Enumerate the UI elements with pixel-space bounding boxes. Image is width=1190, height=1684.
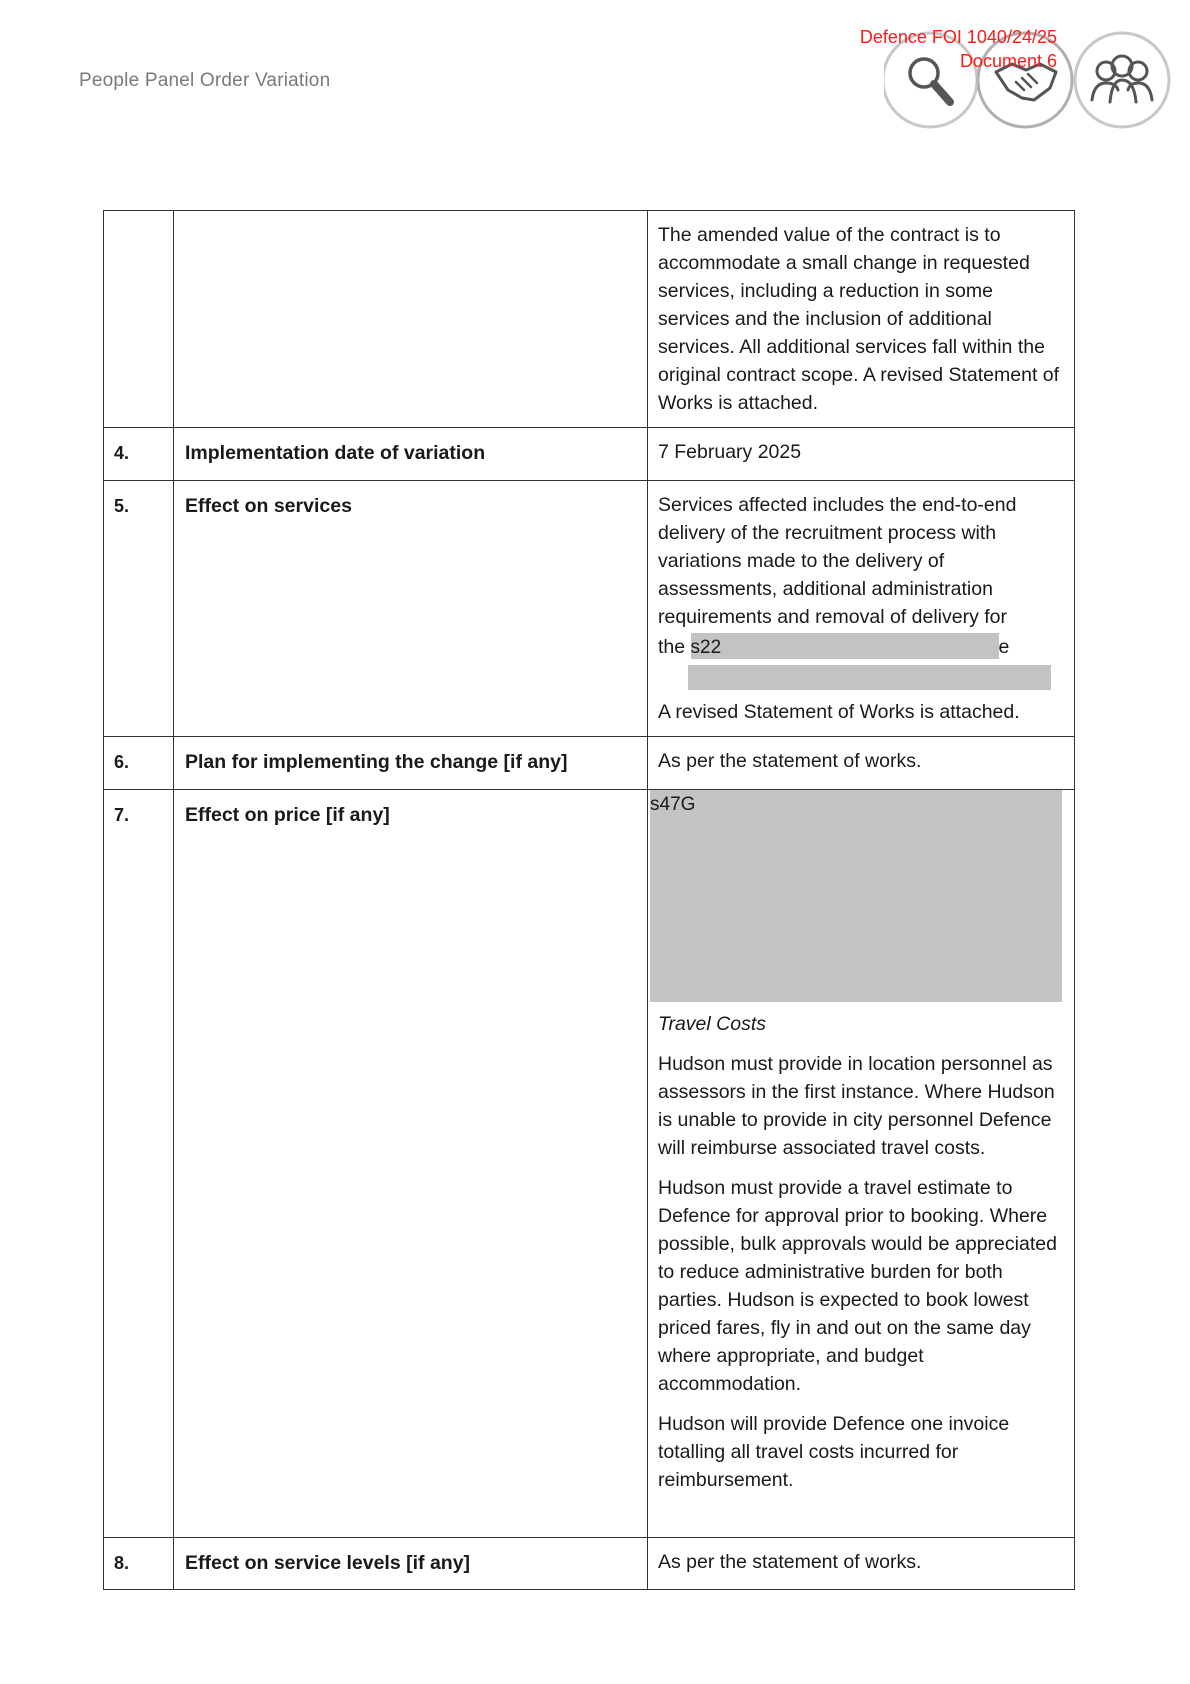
travel-paragraph: Hudson will provide Defence one invoice totalling all travel costs incurred for reimbursement. — [658, 1413, 1010, 1491]
implementation-plan-value: As per the statement of works. — [648, 737, 1075, 790]
foi-document-number: Document 6 — [959, 51, 1057, 71]
table-row — [104, 481, 1075, 737]
redaction-code: s47G — [650, 794, 696, 815]
row-label-cell — [174, 211, 648, 428]
table-row — [104, 211, 1075, 428]
row-label: Effect on services — [174, 481, 648, 737]
row-number: 7. — [104, 790, 174, 1538]
row-number: 8. — [104, 1538, 174, 1590]
redaction-block — [691, 633, 999, 659]
price-redaction-block — [650, 790, 1062, 1002]
row-label: Plan for implementing the change [if any] — [174, 737, 648, 790]
travel-costs-section — [650, 1002, 1064, 1494]
row-label: Effect on price [if any] — [174, 790, 648, 1538]
services-prefix: the — [658, 636, 686, 658]
table-row — [104, 737, 1075, 790]
row-number-cell — [104, 211, 174, 428]
services-description: Services affected includes the end-to-end delivery of the recruitment process with variations made to the delivery of assessments, additional administration requirements and removal of delivery for — [658, 494, 1017, 628]
redaction-tail: e — [998, 636, 1010, 658]
foi-reference: Defence FOI 1040/24/25 — [859, 27, 1057, 47]
travel-costs-heading: Travel Costs — [658, 1013, 766, 1035]
row-label: Effect on service levels [if any] — [174, 1538, 648, 1590]
row-label: Implementation date of variation — [174, 428, 648, 481]
table-row — [104, 1538, 1075, 1590]
services-attachment-note: A revised Statement of Works is attached. — [658, 701, 1020, 723]
travel-paragraph: Hudson must provide a travel estimate to Defence for approval prior to booking. Where possible, bulk approvals would be appreciated to reduce administrative burden for both parties. Hudson is expected to book lowest priced fares, fly in and out on the same day where appropriate, and budget accommodation. — [658, 1177, 1057, 1395]
row-number: 4. — [104, 428, 174, 481]
redaction-code: s22 — [690, 637, 722, 658]
variation-table — [103, 210, 1075, 1590]
people-group-icon — [1075, 33, 1169, 127]
document-header-title: People Panel Order Variation — [79, 70, 331, 91]
foi-stamp — [832, 25, 1057, 73]
effect-on-services-value — [648, 481, 1075, 737]
travel-paragraph: Hudson must provide in location personnel as assessors in the first instance. Where Hudson is unable to provide in city personnel Defence will reimburse associated travel costs. — [658, 1053, 1055, 1159]
service-levels-value: As per the statement of works. — [648, 1538, 1075, 1590]
table-row — [104, 428, 1075, 481]
services-redacted-line — [658, 633, 1064, 661]
implementation-date: 7 February 2025 — [648, 428, 1075, 481]
contract-value-explanation: The amended value of the contract is to accommodate a small change in requested services, including a reduction in some services and the inclusion of additional services. All additional services fall within the original contract scope. A revised Statement of Works is attached. — [658, 224, 1060, 414]
row-value-cell — [648, 211, 1075, 428]
redaction-block — [688, 665, 1051, 690]
row-number: 6. — [104, 737, 174, 790]
effect-on-price-value — [648, 790, 1075, 1538]
table-row — [104, 790, 1075, 1538]
row-number: 5. — [104, 481, 174, 737]
